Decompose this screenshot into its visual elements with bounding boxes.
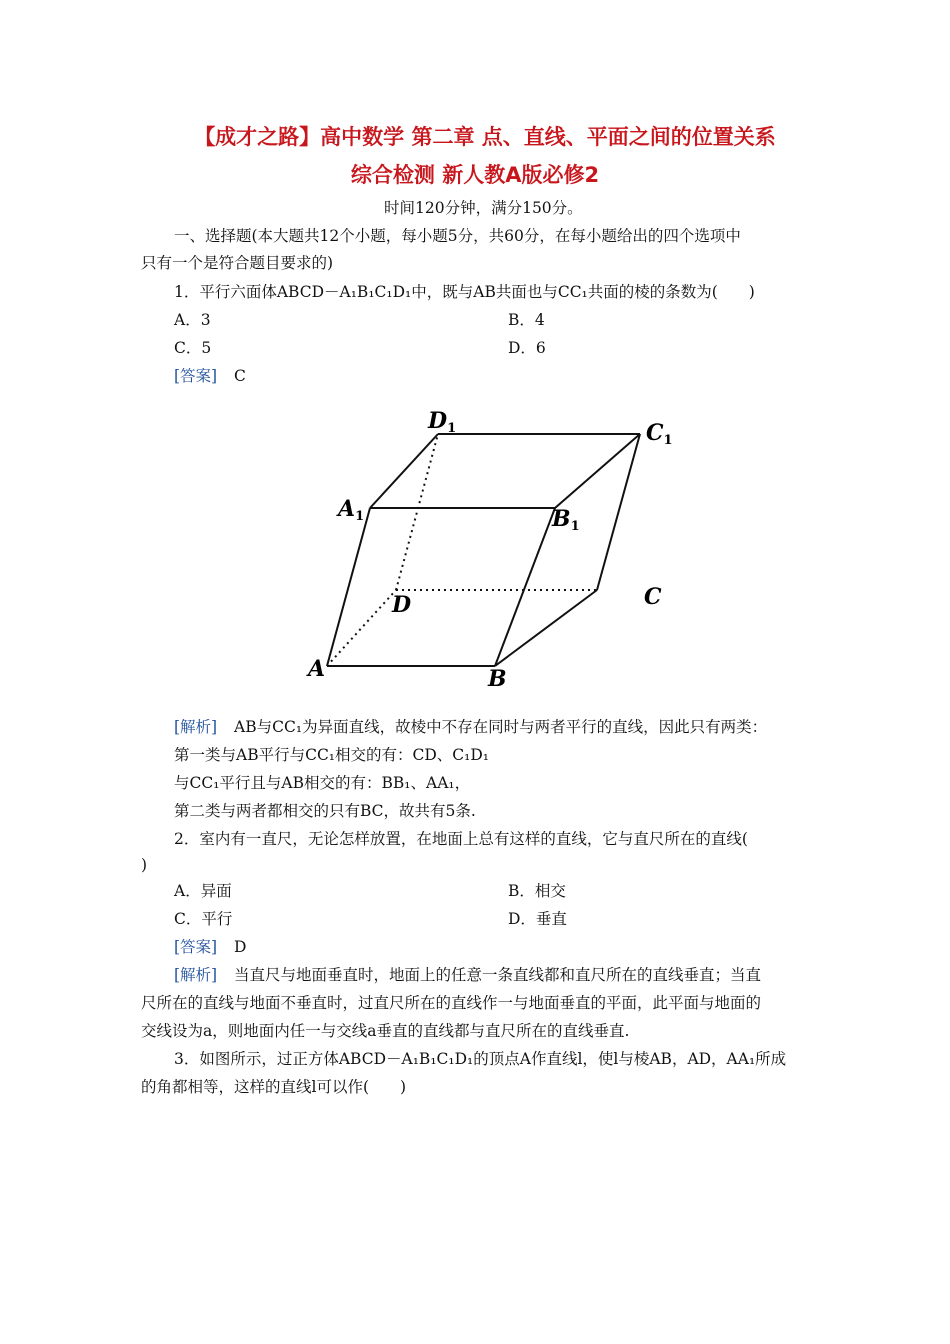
q1-option-c: C．5 [174,339,212,357]
label-a1: A1 [338,496,365,524]
q2-option-b: B．相交 [508,882,566,900]
label-b1: B1 [552,506,580,534]
q1-answer-value: C [234,367,246,385]
q1-answer-row [174,366,246,386]
document-title-line2: 综合检测 新人教A版必修2 [350,163,600,187]
parallelepiped-figure [300,398,700,698]
label-c: C [644,584,662,610]
q2-answer-tag: [答案] [174,938,218,956]
q2-analysis-row1 [174,965,761,985]
q1-answer-tag: [答案] [174,367,218,385]
label-b: B [488,666,507,692]
edge-bb1 [495,508,555,666]
q1-analysis-line4: 第二类与两者都相交的只有BC，故共有5条. [174,802,476,820]
q2-answer-value: D [234,938,247,956]
q1-option-b: B．4 [508,311,545,329]
edge-a1d1 [370,434,438,508]
edge-cc1 [597,434,640,590]
q1-analysis-row1 [174,717,767,737]
q1-analysis-line2: 第一类与AB平行与CC₁相交的有：CD、C₁D₁ [174,746,490,764]
q1-option-d: D．6 [508,339,546,357]
q3-stem-line2: 的角都相等，这样的直线l可以作( ) [141,1078,407,1096]
q2-answer-row [174,937,246,957]
label-a: A [308,656,326,682]
q2-option-a: A．异面 [174,882,232,900]
q2-option-c: C．平行 [174,910,233,928]
label-c1: C1 [646,420,673,448]
q1-analysis-line3: 与CC₁平行且与AB相交的有：BB₁、AA₁， [174,774,471,792]
q1-option-a: A．3 [174,311,211,329]
q2-analysis-line1: 当直尺与地面垂直时，地面上的任意一条直线都和直尺所在的直线垂直；当直 [234,966,762,984]
q2-stem-line1: 2．室内有一直尺，无论怎样放置，在地面上总有这样的直线，它与直尺所在的直线( [174,830,748,848]
q2-stem-line2: ) [141,856,148,874]
label-d1: D1 [428,408,457,436]
q2-analysis-line2: 尺所在的直线与地面不垂直时，过直尺所在的直线作一与地面垂直的平面，此平面与地面的 [141,994,762,1012]
edge-b1c1 [555,434,640,508]
section-heading-line2: 只有一个是符合题目要求的) [141,254,334,272]
q3-stem-line1: 3．如图所示，过正方体ABCD－A₁B₁C₁D₁的顶点A作直线l，使l与棱AB，AD，AA₁所成 [174,1050,787,1068]
time-score-info: 时间120分钟，满分150分。 [384,199,583,217]
q2-analysis-line3: 交线设为a，则地面内任一与交线a垂直的直线都与直尺所在的直线垂直. [141,1022,630,1040]
q1-stem: 1．平行六面体ABCD－A₁B₁C₁D₁中，既与AB共面也与CC₁共面的棱的条数为( ) [174,283,755,301]
section-heading-line1: 一、选择题(本大题共12个小题，每小题5分，共60分，在每小题给出的四个选项中 [174,227,741,245]
label-d: D [392,592,412,618]
q2-option-d: D．垂直 [508,910,567,928]
document-title-line1: 【成才之路】高中数学 第二章 点、直线、平面之间的位置关系 [194,125,776,149]
q1-analysis-tag: [解析] [174,718,218,736]
q2-analysis-tag: [解析] [174,966,218,984]
q1-analysis-line1: AB与CC₁为异面直线，故棱中不存在同时与两者平行的直线，因此只有两类： [234,718,768,736]
